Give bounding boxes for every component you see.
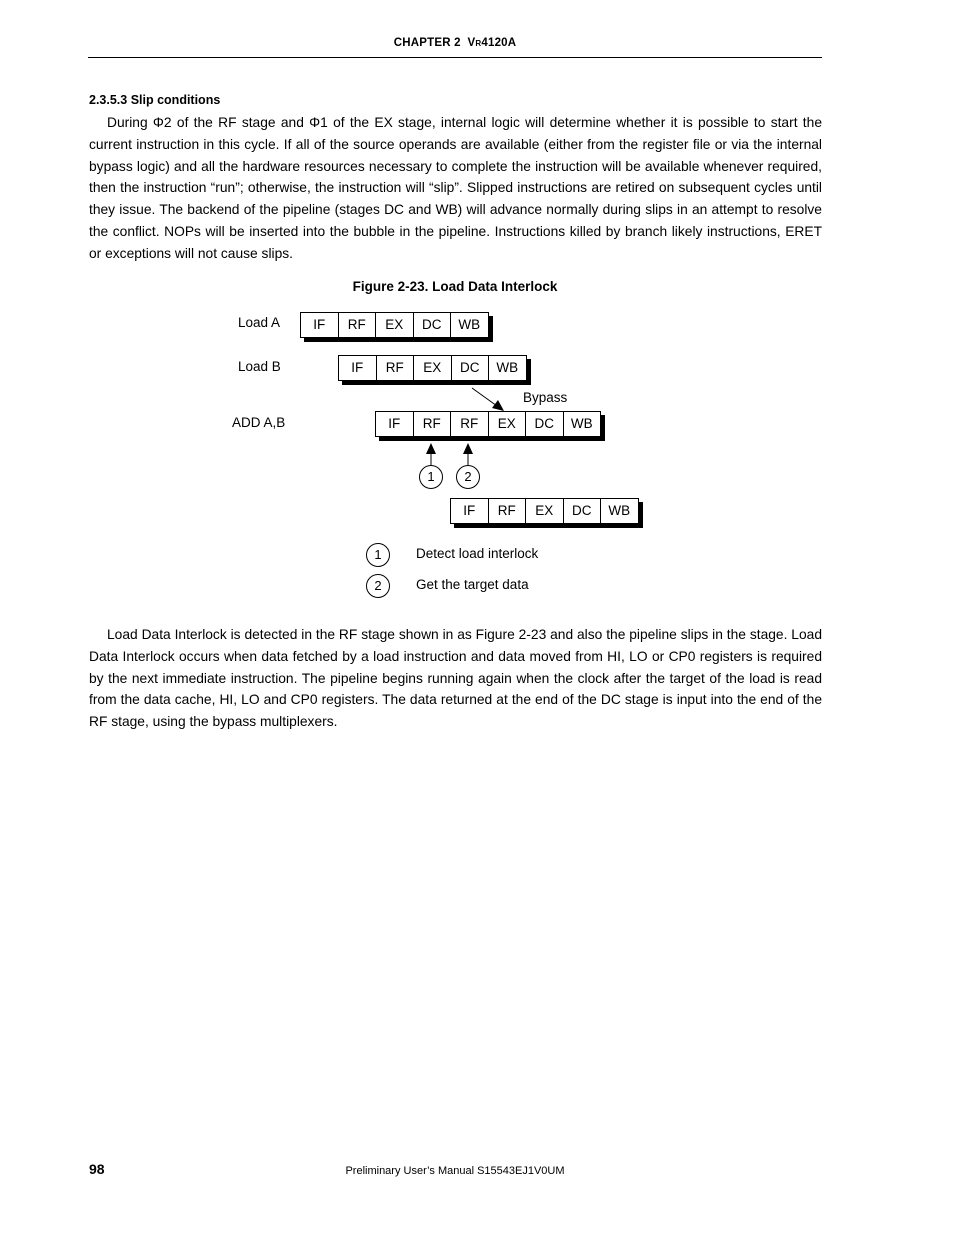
legend-number-2: 2 [366, 574, 390, 598]
bypass-arrow-line [472, 388, 497, 406]
chapter-label: CHAPTER 2 [393, 37, 461, 49]
stage-cell: IF [338, 355, 377, 381]
stage-cell: DC [526, 411, 564, 437]
stage-cell: EX [376, 312, 414, 338]
stage-cell: WB [451, 312, 489, 338]
stage-cell: EX [489, 411, 527, 437]
stage-cell: WB [489, 355, 527, 381]
stage-cell: DC [564, 498, 602, 524]
stage-cell: DC [452, 355, 490, 381]
marker-1: 1 [419, 465, 443, 489]
marker-2: 2 [456, 465, 480, 489]
figure-caption: Figure 2-23. Load Data Interlock [352, 279, 558, 294]
bypass-label: Bypass [523, 390, 568, 405]
stage-cell: IF [375, 411, 414, 437]
stage-cell: EX [526, 498, 564, 524]
section-title: 2.3.5.3 Slip conditions [89, 93, 221, 107]
stage-cell: RF [377, 355, 415, 381]
product-model: 4120A [481, 37, 517, 49]
legend-number-1: 1 [366, 543, 390, 567]
bypass-arrow-head [492, 400, 504, 411]
paragraph-slip-conditions: During Φ2 of the RF stage and Φ1 of the EX stage, internal logic will determine whether it is possible to start the current instruction in this cycle. If all of the source operands are available (either from the register file or via the internal bypass logic) and all the hardware resources necessary to complete the instruction will be available whenever required, then the instruction “run”; otherwise, the instruction will “slip”. Slipped instructions are retired on subsequent cycles until they issue. The backend of the pipeline (stages DC and WB) will advance normally during slips in an attempt to resolve the conflict. NOPs will be inserted into the bubble in the pipeline. Instructions killed by branch likely instructions, ERET or exceptions will not cause slips. [89, 115, 822, 261]
stage-cell: WB [564, 411, 602, 437]
stage-cell: RF [451, 411, 489, 437]
stage-cell: WB [601, 498, 639, 524]
stage-cell: DC [414, 312, 452, 338]
stage-cell: RF [339, 312, 377, 338]
marker-2-arrow-head [463, 443, 473, 454]
row-label-add: ADD A,B [232, 415, 286, 430]
stage-cell: IF [300, 312, 339, 338]
paragraph-load-data-interlock: Load Data Interlock is detected in the RF stage shown in as Figure 2-23 and also the pipeline slips in the stage. Load Data Interlock occurs when data fetched by a load instruction and data moved from HI, LO or CP0 registers is required by the next immediate instruction. The pipeline begins running again when the clock after the target of the load is read from the data cache, HI, LO and CP0 registers. The data returned at the end of the DC stage is input into the end of the RF stage, using the bypass multiplexers. [89, 627, 822, 730]
stage-cell: IF [450, 498, 489, 524]
row-label-load-b: Load B [238, 359, 281, 374]
row-label-load-a: Load A [238, 315, 281, 330]
stage-cell: RF [414, 411, 452, 437]
footer-manual: Preliminary User’s Manual S15543EJ1V0UM [345, 1165, 565, 1177]
product-v: V [467, 37, 476, 49]
stage-cell: RF [489, 498, 527, 524]
stage-cell: EX [414, 355, 452, 381]
product-r: R [475, 39, 482, 48]
legend-text-2: Get the target data [416, 577, 529, 592]
marker-1-arrow-head [426, 443, 436, 454]
legend-text-1: Detect load interlock [416, 546, 539, 561]
page-number: 98 [89, 1161, 105, 1177]
